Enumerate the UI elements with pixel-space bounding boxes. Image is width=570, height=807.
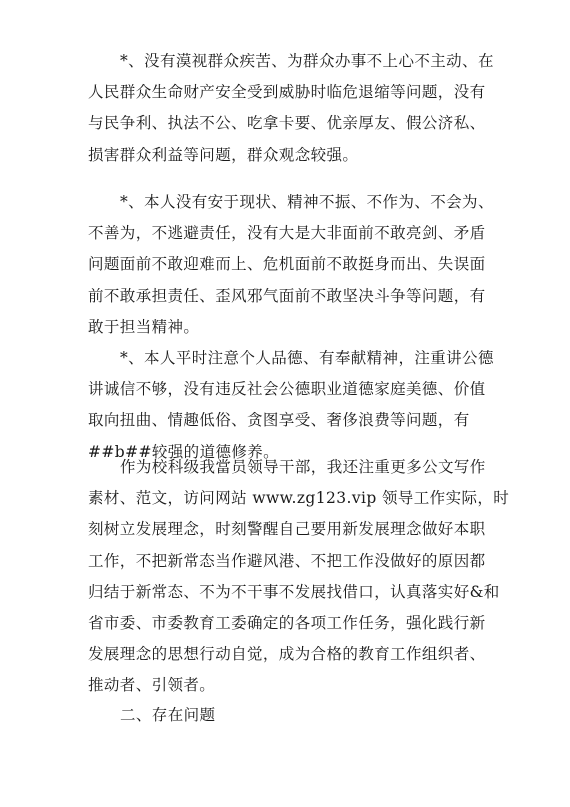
paragraph-development bbox=[88, 452, 510, 702]
text-line: ##b##较强的道德修养。 bbox=[88, 442, 280, 461]
text-line: *、本人平时注意个人品德、有奉献精神，注重讲公德 bbox=[120, 349, 494, 367]
paragraph-morality bbox=[88, 343, 494, 468]
text-line: 取向扭曲、情趣低俗、贪图享受、奢侈浪费等问题，有 bbox=[88, 411, 470, 430]
text-line: *、本人没有安于现状、精神不振、不作为、不会为、 bbox=[120, 193, 494, 211]
text-line: 归结于新常态、不为不干事不发展找借口，认真落实好&和 bbox=[88, 582, 500, 601]
text-line: 推动者、引领者。 bbox=[88, 676, 216, 695]
text-line: 作为校科级我當员领导干部，我还注重更多公文写作 bbox=[120, 458, 486, 476]
text-line: 损害群众利益等问题，群众观念较强。 bbox=[88, 145, 359, 164]
paragraph-mass-line bbox=[88, 46, 494, 171]
paragraph-responsibility bbox=[88, 187, 494, 343]
text-line: 发展理念的思想行动自觉，成为合格的教育工作组织者、 bbox=[88, 645, 486, 664]
text-line: 不善为，不逃避责任，没有大是大非面前不敢亮剑、矛盾 bbox=[88, 224, 486, 243]
text-line: 与民争利、执法不公、吃拿卡要、优亲厚友、假公济私、 bbox=[88, 114, 486, 133]
text-line: 敢于担当精神。 bbox=[88, 317, 200, 336]
text-line: 省市委、市委教育工委确定的各项工作任务，强化践行新 bbox=[88, 613, 486, 632]
text-line: 讲诚信不够，没有违反社会公德职业道德家庭美德、价值 bbox=[88, 380, 486, 399]
text-line: 人民群众生命财产安全受到威胁时临危退缩等问题，没有 bbox=[88, 83, 486, 102]
section-heading: 二、存在问题 bbox=[120, 706, 216, 724]
text-line: 工作，不把新常态当作避风港、不把工作没做好的原因都 bbox=[88, 551, 486, 570]
text-line: 问题面前不敢迎难而上、危机面前不敢挺身而出、失误面 bbox=[88, 255, 486, 274]
text-line: 素材、范文，访问网站 www.zg123.vip 领导工作实际，时 bbox=[88, 489, 510, 508]
text-line: 刻树立发展理念，时刻警醒自己要用新发展理念做好本职 bbox=[88, 520, 486, 539]
text-line: 前不敢承担责任、歪风邪气面前不敢坚决斗争等问题，有 bbox=[88, 286, 486, 305]
text-line: *、没有漠视群众疾苦、为群众办事不上心不主动、在 bbox=[120, 52, 494, 70]
